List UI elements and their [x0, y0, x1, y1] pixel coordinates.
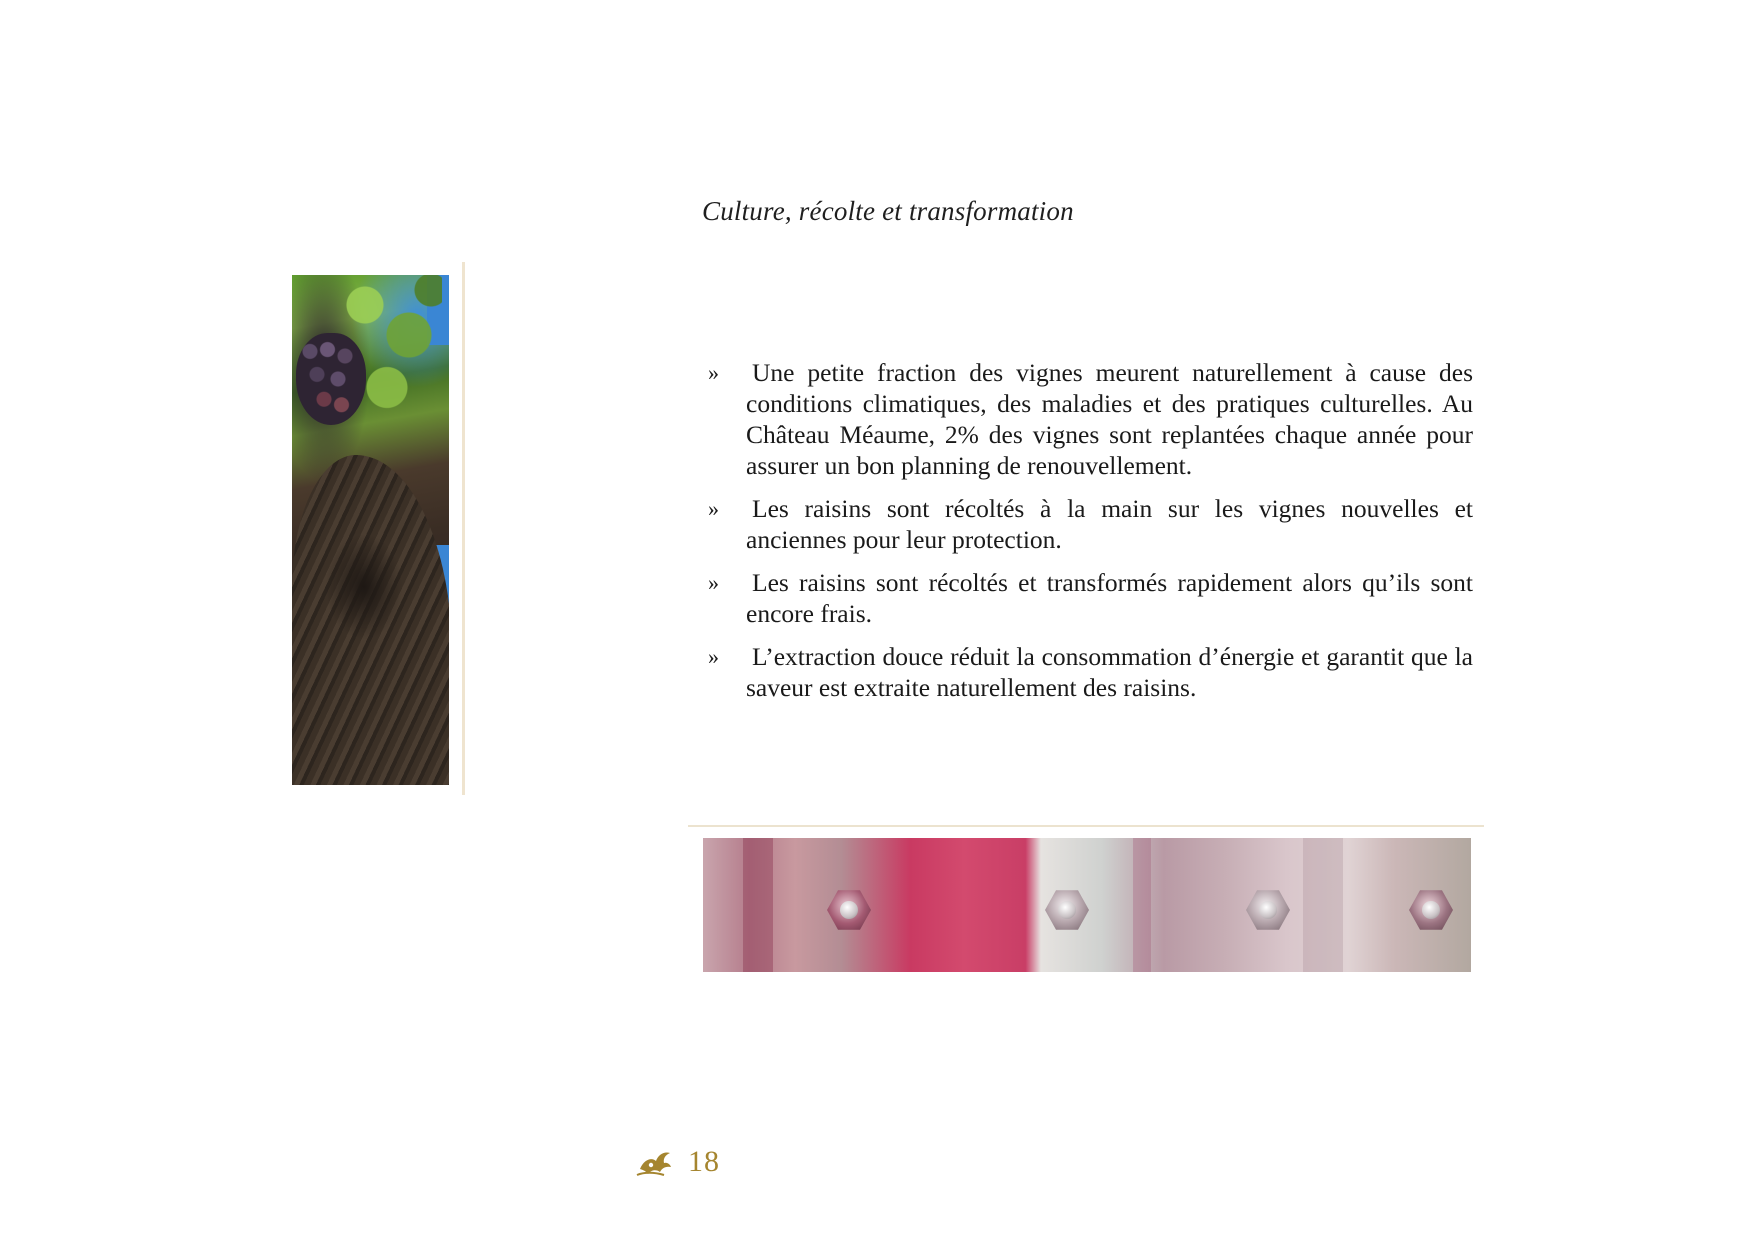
list-item	[708, 641, 1473, 703]
grapevine-photo	[292, 275, 449, 785]
bullet-list	[708, 357, 1473, 715]
bullet-text: L’extraction douce réduit la consommation d’énergie et garantit que la saveur est extraite naturellement des raisins.	[746, 642, 1473, 702]
bullet-text: Les raisins sont récoltés à la main sur les vignes nouvelles et anciennes pour leur protection.	[746, 494, 1473, 554]
bullet-marker: »	[708, 496, 719, 521]
wine-tank-bolts-photo	[703, 838, 1471, 972]
decorative-emblem-icon	[634, 1145, 674, 1179]
vertical-divider	[462, 262, 465, 795]
bullet-marker: »	[708, 570, 719, 595]
list-item	[708, 493, 1473, 555]
bullet-text: Les raisins sont récoltés et transformés rapidement alors qu’ils sont encore frais.	[746, 568, 1473, 628]
horizontal-divider	[688, 825, 1484, 827]
page-footer	[634, 1142, 720, 1182]
bullet-marker: »	[708, 360, 719, 385]
section-title: Culture, récolte et transformation	[702, 196, 1074, 226]
bullet-marker: »	[708, 644, 719, 669]
bullet-text: Une petite fraction des vignes meurent naturellement à cause des conditions climatiques, des maladies et des pratiques culturelles. Au Château Méaume, 2% des vignes sont replantées chaque année pour assurer un bon planning de renouvellement.	[746, 358, 1473, 480]
list-item	[708, 357, 1473, 481]
page-number: 18	[688, 1145, 720, 1178]
list-item	[708, 567, 1473, 629]
